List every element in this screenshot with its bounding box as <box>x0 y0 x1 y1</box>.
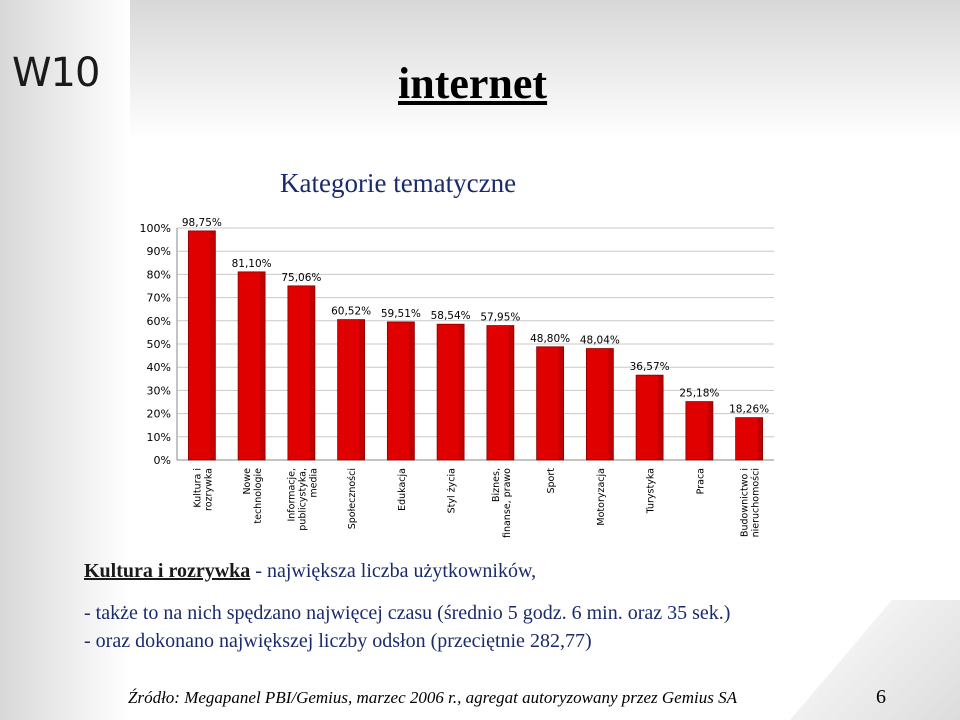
bar-chart <box>132 210 782 550</box>
chart-heading: Kategorie tematyczne <box>280 168 517 198</box>
detail-line-time: - także to na nich spędzano najwięcej czasu (średnio 5 godz. 6 min. oraz 35 sek.) <box>84 602 731 624</box>
lead-paragraph <box>84 560 536 583</box>
data-label: 48,04% <box>579 334 620 347</box>
y-tick-label: 10% <box>146 430 171 444</box>
x-tick-label-line: Edukacja <box>396 468 408 511</box>
data-label: 81,10% <box>231 257 272 270</box>
data-label: 59,51% <box>380 307 421 320</box>
x-tick-label <box>347 468 358 529</box>
y-tick-label: 20% <box>146 407 171 421</box>
bar-shade <box>658 375 663 460</box>
data-label: 75,06% <box>281 271 322 284</box>
bar-shade <box>559 347 564 460</box>
x-tick-label <box>286 468 319 531</box>
bar-shade <box>509 326 514 460</box>
x-tick-label <box>447 468 458 513</box>
bar-shade <box>210 231 215 460</box>
x-tick-label-line: Praca <box>695 468 707 495</box>
lead-keyword: Kultura i rozrywka <box>84 560 251 582</box>
x-tick-label-line: Styl życia <box>446 468 458 514</box>
data-label: 36,57% <box>629 361 670 374</box>
x-tick-label <box>397 468 408 511</box>
x-tick-label-line: Kultura i <box>192 468 204 508</box>
y-tick-label: 100% <box>139 222 171 235</box>
bar-shade <box>360 320 365 460</box>
y-tick-label: 0% <box>153 454 171 467</box>
data-label: 60,52% <box>331 305 372 318</box>
x-tick-label <box>695 468 706 494</box>
x-tick-label-line: technologie <box>253 468 265 524</box>
x-tick-label <box>491 468 513 538</box>
y-tick-label: 90% <box>146 245 171 259</box>
data-label: 58,54% <box>430 310 471 323</box>
x-tick-label-line: publicystyka, <box>297 468 309 531</box>
x-tick-label <box>740 468 762 537</box>
bar-shade <box>708 402 713 460</box>
y-tick-label: 80% <box>146 268 171 282</box>
bar-chart-svg <box>132 210 782 550</box>
x-tick-label <box>546 468 557 494</box>
y-tick-label: 30% <box>146 384 171 398</box>
x-tick-label-line: rozrywka <box>203 468 215 511</box>
y-tick-label: 70% <box>146 291 171 305</box>
x-tick-label-line: Społeczności <box>347 468 359 530</box>
source-note: Źródło: Megapanel PBI/Gemius, marzec 2006 r., agregat autoryzowany przez Gemius SA <box>128 688 737 707</box>
y-tick-label: 60% <box>146 314 171 328</box>
corner-decoration <box>790 600 960 720</box>
slide-tag: W10 <box>12 50 100 96</box>
x-tick-label-line: finanse, prawo <box>501 468 513 539</box>
x-tick-label-line: Informacje, <box>286 468 298 522</box>
data-label: 18,26% <box>729 403 770 416</box>
y-tick-label: 40% <box>146 361 171 375</box>
data-label: 57,95% <box>480 311 521 324</box>
detail-line-pageviews: - oraz dokonano największej liczby odsłon (przeciętnie 282,77) <box>84 630 592 652</box>
bar-shade <box>459 324 464 460</box>
data-label: 25,18% <box>679 387 720 400</box>
bar-shade <box>310 286 315 460</box>
data-label: 98,75% <box>181 216 222 229</box>
x-tick-label-line: Biznes, <box>490 468 502 502</box>
x-tick-label-line: Motoryzacja <box>595 468 607 526</box>
page-title: internet <box>398 59 548 108</box>
x-tick-label-line: nieruchomości <box>750 468 762 538</box>
bar-shade <box>409 322 414 460</box>
y-tick-label: 50% <box>146 338 171 351</box>
x-tick-label <box>646 468 657 514</box>
page-number: 6 <box>876 686 886 708</box>
x-tick-label-line: Nowe <box>242 468 254 495</box>
bar-shade <box>608 349 613 460</box>
x-tick-label-line: Budownictwo i <box>739 468 751 538</box>
bar-shade <box>260 272 265 460</box>
bar-shade <box>758 418 763 460</box>
x-tick-label-line: Turystyka <box>645 468 657 514</box>
data-label: 48,80% <box>530 332 571 345</box>
x-tick-label <box>596 468 607 526</box>
x-tick-label-line: Sport <box>546 468 558 494</box>
x-tick-label <box>192 468 214 511</box>
x-tick-label <box>242 468 264 524</box>
lead-rest: - największa liczba użytkowników, <box>250 560 537 582</box>
x-tick-label-line: media <box>308 468 320 498</box>
